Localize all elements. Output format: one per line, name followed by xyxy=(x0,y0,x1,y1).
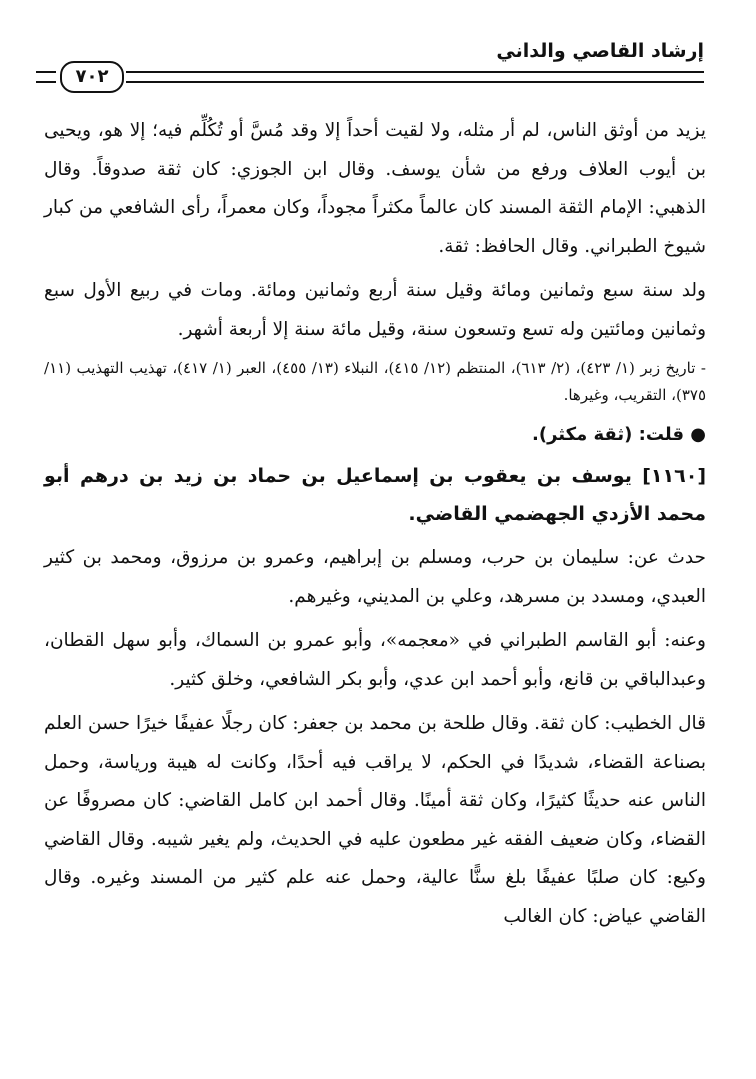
paragraph-evaluations: قال الخطيب: كان ثقة. وقال طلحة بن محمد بن جعفر: كان رجلًا عفيفًا خيرًا حسن العلم بصناعة القضاء، شديدًا في الحكم، لا يراقب فيه أحدًا، وكانت له هيبة ورياسة، وحمل الناس عنه حديثًا كثيرًا، وكان ثقة أمينًا. وقال أحمد ابن كامل القاضي: كان مصروفًا عن القضاء، وكان ضعيف الفقه غير مطعون عليه في الحديث، ولم يغير شيبه. وقال القاضي وكيع: كان صلبًا عفيفًا بلغ سنًّا عالية، وحمل عنه علم كثير من المسند وغيره. وقال القاضي عياض: كان الغالب xyxy=(44,713,706,927)
header-rule-left xyxy=(36,71,56,83)
paragraph-continuation: يزيد من أوثق الناس، لم أر مثله، ولا لقيت أحداً إلا وقد مُسَّ أو تُكُلِّم فيه؛ إلا هو، ويحيى بن أيوب العلاف ورفع من شأن يوسف. وقال ابن الجوزي: كان ثقة صدوقاً. وقال الذهبي: الإمام الثقة المسند كان عالماً مكثراً مجوداً، وكان معمراً، رأى الشافعي من كبار شيوخ الطبراني. وقال الحافظ: ثقة. xyxy=(44,120,706,257)
header-rule xyxy=(126,71,704,83)
page-header xyxy=(36,40,704,87)
page-body xyxy=(44,112,706,942)
paragraph-students: وعنه: أبو القاسم الطبراني في «معجمه»، وأبو عمرو بن السماك، وأبو سهل القطان، وعبدالباقي بن قانع، وأبو أحمد ابن عدي، وأبو بكر الشافعي، وخلق كثير. xyxy=(44,630,706,690)
paragraph-teachers: حدث عن: سليمان بن حرب، ومسلم بن إبراهيم، وعمرو بن مرزوق، ومحمد بن كثير العبدي، ومسدد بن مسرهد، وعلي بن المديني، وغيرهم. xyxy=(44,547,706,607)
source-references: - تاريخ زبر (١/ ٤٢٣)، (٢/ ٦١٣)، المنتظم (١٢/ ٤١٥)، النبلاء (١٣/ ٤٥٥)، العبر (١/ ٤١٧)، تهذيب التهذيب (١١/ ٣٧٥)، التقريب، وغيرها. xyxy=(44,359,706,404)
page-number: ٧٠٢ xyxy=(60,61,124,93)
book-title: إرشاد القاصي والداني xyxy=(496,40,704,62)
biography-entry-heading: [١١٦٠] يوسف بن يعقوب بن إسماعيل بن حماد بن زيد بن درهم أبو محمد الأزدي الجهضمي القاضي. xyxy=(44,465,706,525)
author-verdict: ● قلت: (ثقة مكثر). xyxy=(532,424,706,445)
paragraph-birth-death: ولد سنة سبع وثمانين ومائة وقيل سنة أربع وثمانين ومائة. ومات في ربيع الأول سبع وثمانين ومائتين وله تسع وتسعون سنة، وقيل مائة سنة إلا أربعة أشهر. xyxy=(44,280,706,340)
